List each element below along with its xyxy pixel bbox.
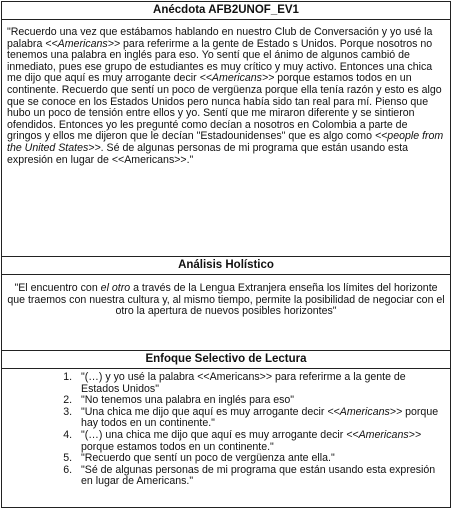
list-item-text: "Una chica me dijo que aquí es muy arrogante decir <box>81 405 328 418</box>
anecdota-text-3: porque estamos todos en un continente. Recuerdo que sentí un poco de vergüenza porque ella tenía razón y esto es algo que se conoce en los Estados Unidos pero nunca había sido tan real para mí. Pienso que hubo un poco de tensión entre ellos y yo. Sentí que me miraron diferente y se sintieron ofendidos. Entonces yo les pregunté como decían a nosotros en Colombia a parte de gringos y ellos me dijeron que le decían "Estadounidenses" que es algo como <box>7 72 442 143</box>
document-table <box>1 1 451 508</box>
list-item-text: porque estamos todos en un continente." <box>81 440 274 453</box>
list-item-text: "(…) y yo usé la palabra <<Americans>> para referirme a la gente de Estados Unidos" <box>81 371 406 395</box>
holistico-text-2: a través de la Lengua Extranjera enseña los límites del horizonte que traemos con nuestra cultura y, al mismo tiempo, permite la posibilidad de negociar con el otro la apertura de nuevos posibles horizontes" <box>7 282 445 318</box>
anecdota-emphasis-1: <<Americans>> <box>45 37 121 50</box>
anecdota-emphasis-2: <<Americans>> <box>199 72 275 85</box>
holistico-emphasis: el otro <box>100 282 131 294</box>
anecdota-text-4: . Sé de algunas personas de mi programa que están usando esta expresión en lugar de <<Americans>>." <box>7 141 409 166</box>
holistico-text-1: "El encuentro con <box>14 282 101 294</box>
list-item <box>75 430 445 453</box>
list-item-text: "No tenemos una palabra en inglés para eso" <box>81 394 295 407</box>
list-item-emphasis: <<Americans>> <box>346 428 422 441</box>
lectura-header: Enfoque Selectivo de Lectura <box>2 351 450 369</box>
lectura-list <box>7 372 445 488</box>
list-item <box>75 465 445 488</box>
anecdota-body <box>2 20 450 256</box>
list-item-text: "(…) una chica me dijo que aquí es muy arrogante decir <box>81 428 347 441</box>
list-item <box>75 407 445 430</box>
holistico-body <box>2 275 450 351</box>
lectura-body <box>2 369 450 488</box>
anecdota-text-1: "Recuerdo una vez que estábamos hablando en nuestro Club de Conversación y yo usé la palabra <box>7 26 433 50</box>
list-item-emphasis: <<Americans>> <box>327 405 403 418</box>
anecdota-header: Anécdota AFB2UNOF_EV1 <box>2 2 450 20</box>
holistico-header: Análisis Holístico <box>2 256 450 275</box>
list-item-text: porque hay todos en un continente." <box>81 405 439 430</box>
anecdota-emphasis-3: <<people from the United States>> <box>7 130 444 154</box>
list-item <box>75 372 445 395</box>
anecdota-text-2: para referirme a la gente de Estado s Unidos. Porque nosotros no tenemos una palabra en inglés para eso. Yo sentí que el ánimo de algunos cambió de inmediato, pues ese grupo de estudiantes es muy crítico y muy activo. Entonces una chica me dijo que aquí es muy arrogante decir <box>7 37 433 85</box>
list-item-text: "Recuerdo que sentí un poco de vergüenza ante ella." <box>81 452 335 465</box>
list-item-text: "Sé de algunas personas de mi programa que están usando esta expresión en lugar de Americans." <box>81 463 436 488</box>
